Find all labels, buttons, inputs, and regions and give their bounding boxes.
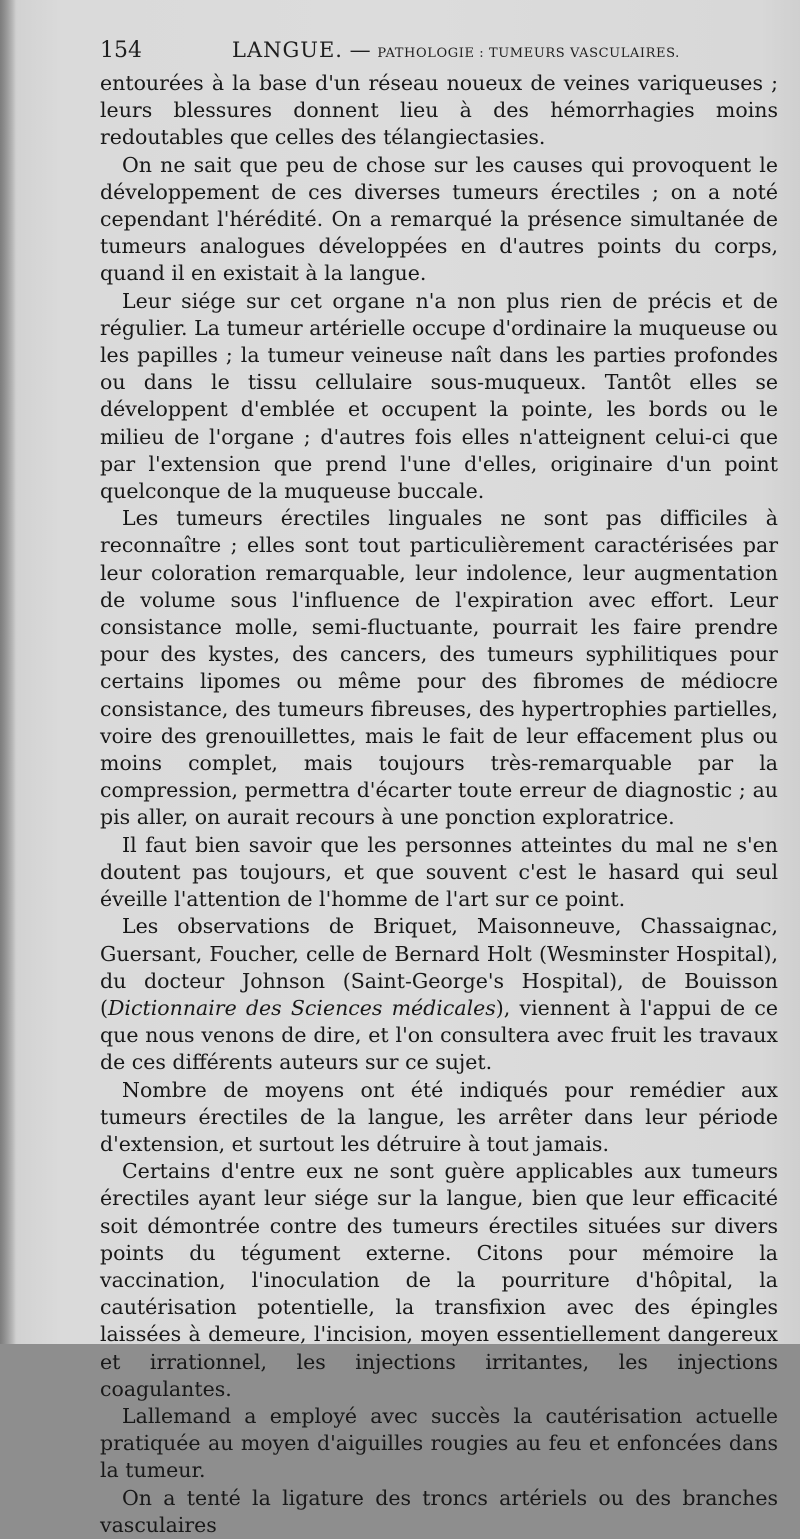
body-text xyxy=(100,70,778,1539)
paragraph-text: ), viennent à l'appui de ce que nous venons de dire, et l'on consultera avec fruit les travaux de ces différents auteurs sur ce sujet. xyxy=(100,995,778,1075)
running-head xyxy=(232,38,680,62)
binding-shadow xyxy=(0,0,16,1344)
page-number: 154 xyxy=(100,38,142,63)
paragraph: On ne sait que peu de chose sur les causes qui provoquent le développement de ces diverses tumeurs érectiles ; on a noté cependant l'hérédité. On a remarqué la présence simultanée de tumeurs analogues développées en d'autres points du corps, quand il en existait à la langue. xyxy=(100,152,778,286)
paragraph: On a tenté la ligature des troncs artériels ou des branches vasculaires xyxy=(100,1485,778,1537)
paragraph: Il faut bien savoir que les personnes atteintes du mal ne s'en doutent pas toujours, et que souvent c'est le hasard qui seul éveille l'attention de l'homme de l'art sur ce point. xyxy=(100,832,778,912)
paragraph: Nombre de moyens ont été indiqués pour remédier aux tumeurs érectiles de la langue, les arrêter dans leur période d'extension, et surtout les détruire à tout jamais. xyxy=(100,1077,778,1156)
paragraph-text: Les observations de Briquet, Maisonneuve, Chassaignac, Guersant, Foucher, celle de Bernard Holt (Wesminster Hospital), du docteur Johnson (Saint-George's Hospital), de Bouisson ( xyxy=(100,914,778,1020)
citation-title: Dictionnaire des Sciences médicales xyxy=(108,995,496,1020)
page-header xyxy=(100,38,780,68)
paragraph xyxy=(100,913,778,1076)
paragraph: Les tumeurs érectiles linguales ne sont pas difficiles à reconnaître ; elles sont tout particulièrement caractérisées par leur coloration remarquable, leur indolence, leur augmentation de volume sous l'influence de l'expiration avec effort. Leur consistance molle, semi-fluctuante, pourrait les faire prendre pour des kystes, des cancers, des tumeurs syphilitiques pour certains lipomes ou même pour des fibromes de médiocre consistance, des tumeurs fibreuses, des hypertrophies partielles, voire des grenouillettes, mais le fait de leur effacement plus ou moins complet, mais toujours très-remarquable par la compression, permettra d'écarter toute erreur de diagnostic ; au pis aller, on aurait recours à une ponction exploratrice. xyxy=(100,506,778,830)
paragraph: Lallemand a employé avec succès la cautérisation actuelle pratiquée au moyen d'aiguilles rougies au feu et enfoncées dans la tumeur. xyxy=(100,1403,778,1483)
running-head-title: LANGUE. xyxy=(232,38,343,62)
paragraph: Certains d'entre eux ne sont guère applicables aux tumeurs érectiles ayant leur siége sur la langue, bien que leur efficacité soit démontrée contre des tumeurs érectiles situées sur divers points du tégument externe. Citons pour mémoire la vaccination, l'inoculation de la pourriture d'hôpital, la cautérisation potentielle, la transfixion avec des épingles laissées à demeure, l'incision, moyen essentiellement dangereux et irrationnel, les injections irritantes, les injections coagulantes. xyxy=(100,1159,778,1401)
paragraph: entourées à la base d'un réseau noueux de veines variqueuses ; leurs blessures donnent lieu à des hémorrhagies moins redoutables que celles des télangiectasies. xyxy=(100,71,778,150)
running-head-dash: — xyxy=(349,38,371,62)
running-head-subtitle: PATHOLOGIE : TUMEURS VASCULAIRES. xyxy=(377,46,680,61)
paragraph: Leur siége sur cet organe n'a non plus rien de précis et de régulier. La tumeur artérielle occupe d'ordinaire la muqueuse ou les papilles ; la tumeur veineuse naît dans les parties profondes ou dans le tissu cellulaire sous-muqueux. Tantôt elles se développent d'emblée et occupent la pointe, les bords ou le milieu de l'organe ; d'autres fois elles n'atteignent celui-ci que par l'extension que prend l'une d'elles, originaire d'un point quelconque de la muqueuse buccale. xyxy=(100,288,778,504)
